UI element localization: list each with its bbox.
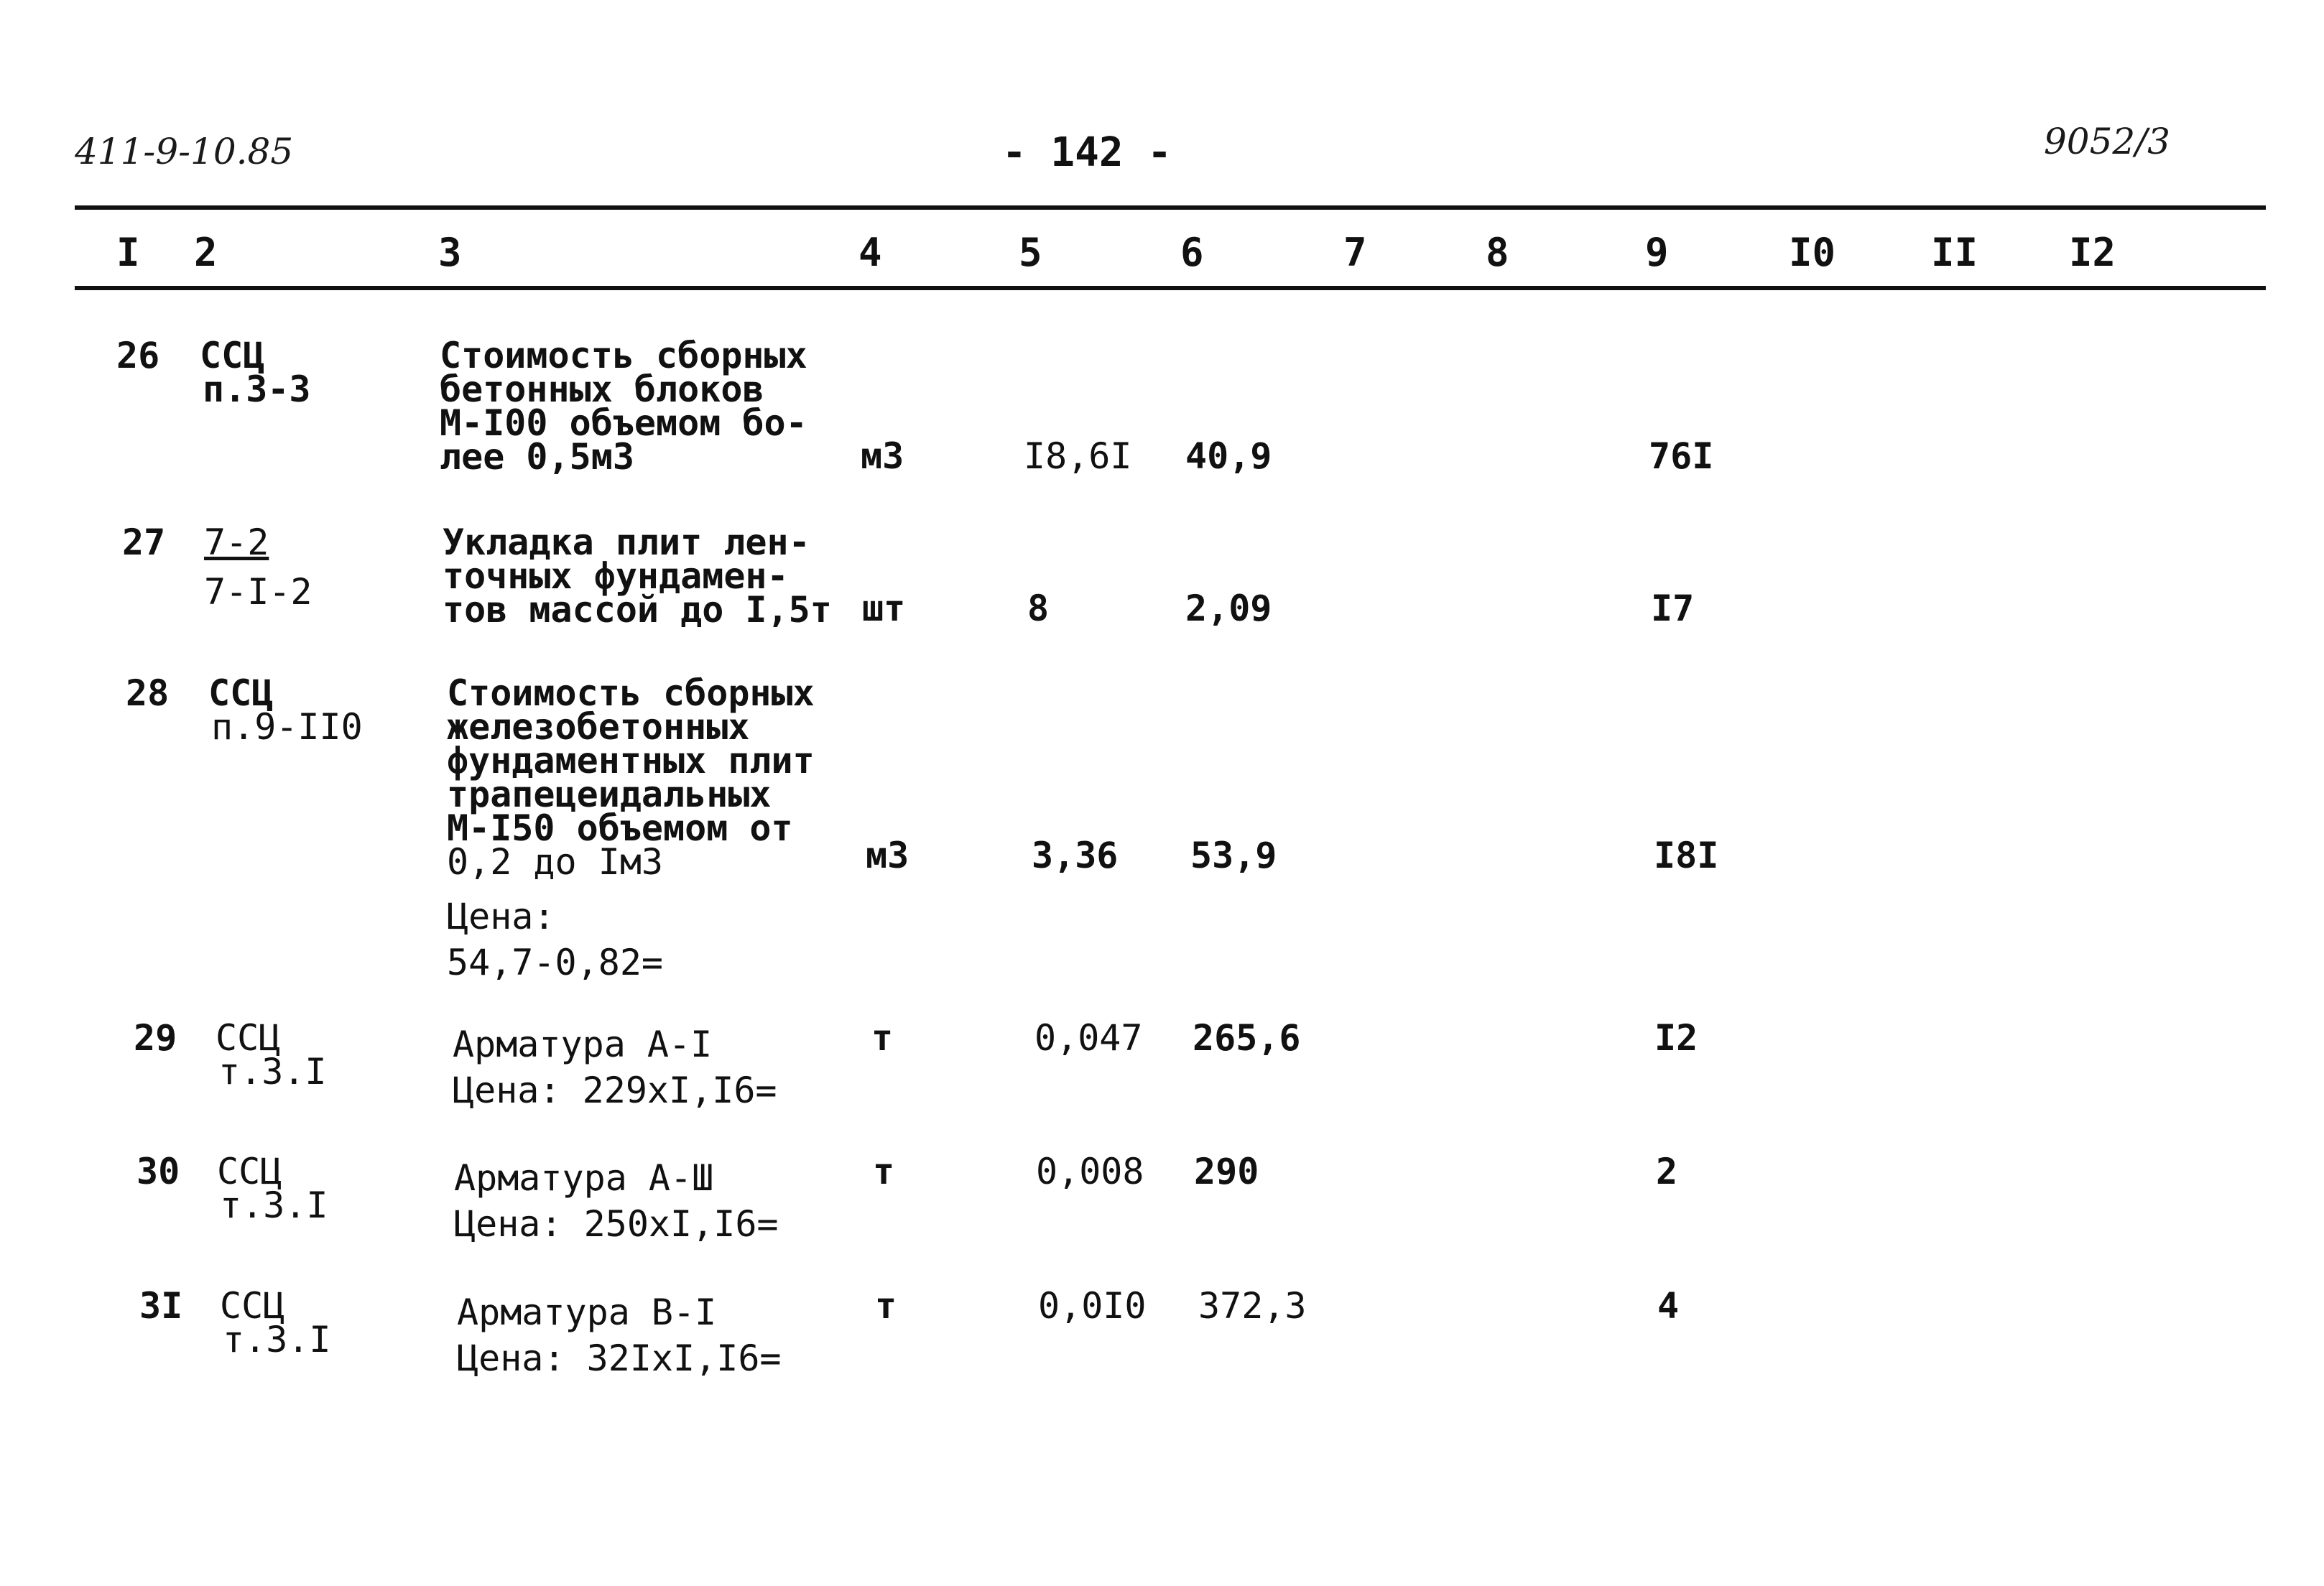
reference-line-2: п.9-II0 (211, 706, 363, 748)
description-line: трапецеидальных (447, 774, 772, 815)
reference-line-2: т.3.I (218, 1051, 327, 1093)
row-quantity: 0,008 (1036, 1151, 1144, 1192)
description-line: 0,2 до Iм3 (447, 841, 664, 883)
row-number: 30 (136, 1151, 180, 1192)
row-quantity: 3,36 (1032, 835, 1119, 876)
description-line: М-I00 объемом бо- (440, 402, 807, 444)
row-unit: т (875, 1285, 897, 1327)
description-line: Стоимость сборных (440, 335, 807, 376)
row-total: I8I (1654, 835, 1719, 876)
sheet-code: 9052/3 (2044, 121, 2170, 162)
description-line: бетонных блоков (440, 368, 764, 410)
column-header-7: 7 (1343, 230, 1367, 275)
description-line: точных фундамен- (443, 555, 789, 597)
row-unit-price: 53,9 (1190, 835, 1277, 876)
column-header-12: I2 (2069, 230, 2116, 275)
row-total: I7 (1651, 588, 1695, 629)
price-note-line: Цена: 229хI,I6= (453, 1070, 777, 1111)
row-quantity: 0,047 (1034, 1017, 1143, 1059)
row-unit-price: 290 (1194, 1151, 1259, 1192)
document-code: 411-9-10.85 (75, 131, 294, 172)
column-header-6: 6 (1180, 230, 1204, 275)
row-description (454, 1155, 779, 1247)
row-total: 2 (1656, 1151, 1678, 1192)
reference-line-1: 7-2 (204, 521, 269, 563)
reference-line-2: п.3-3 (203, 368, 311, 410)
reference-line-2: т.3.I (220, 1184, 328, 1226)
row-number: 26 (116, 335, 160, 376)
row-total: 4 (1657, 1285, 1680, 1327)
description-line: лее 0,5м3 (440, 436, 634, 478)
row-unit: т (873, 1151, 895, 1192)
row-unit-price: 40,9 (1185, 435, 1272, 477)
description-line: М-I50 объемом от (447, 807, 793, 849)
row-description (440, 335, 807, 478)
row-description (453, 1021, 777, 1113)
description-line: тов массой до I,5т (443, 589, 832, 631)
table-top-rule (75, 205, 2266, 210)
row-quantity: 8 (1027, 588, 1050, 629)
row-unit: м3 (866, 835, 909, 876)
row-reference (208, 672, 363, 748)
row-total: I2 (1654, 1017, 1698, 1059)
row-reference (204, 521, 313, 613)
reference-line-2: т.3.I (223, 1319, 331, 1360)
description-line: Арматура В-I (457, 1291, 717, 1333)
column-header-9: 9 (1645, 230, 1669, 275)
row-number: 3I (139, 1285, 183, 1327)
reference-line-2: 7-I-2 (204, 571, 313, 613)
column-header-1: I (116, 230, 140, 275)
price-note-line: Цена: 250хI,I6= (454, 1203, 779, 1245)
description-line: железобетонных (447, 706, 750, 748)
table-header-rule (75, 286, 2266, 290)
description-line: Стоимость сборных (447, 672, 815, 714)
page-number: - 142 - (1002, 129, 1172, 176)
row-unit-price: 372,3 (1198, 1285, 1307, 1327)
row-reference (220, 1285, 331, 1360)
column-header-8: 8 (1486, 230, 1509, 275)
description-line: Арматура А-I (453, 1024, 713, 1065)
price-note-line: 54,7-0,82= (447, 942, 664, 983)
reference-line-1: ССЦ (208, 672, 274, 714)
price-note-line: Цена: (447, 896, 555, 937)
column-header-11: II (1931, 230, 1978, 275)
price-note-line: Цена: 32IхI,I6= (457, 1337, 782, 1379)
row-reference (200, 335, 311, 410)
row-unit-price: 2,09 (1185, 588, 1272, 629)
reference-line-1: ССЦ (217, 1151, 282, 1192)
row-number: 29 (134, 1017, 177, 1059)
row-unit: шт (862, 588, 906, 629)
row-unit-price: 265,6 (1193, 1017, 1301, 1059)
column-header-4: 4 (858, 230, 882, 275)
row-total: 76I (1649, 435, 1714, 477)
row-unit: м3 (861, 435, 904, 477)
row-description (447, 672, 815, 986)
description-line: Укладка плит лен- (443, 521, 810, 563)
column-header-5: 5 (1019, 230, 1042, 275)
row-number: 28 (126, 672, 170, 714)
row-quantity: I8,6I (1024, 435, 1132, 477)
reference-line-1: ССЦ (216, 1017, 281, 1059)
row-number: 27 (122, 521, 166, 563)
description-line: Арматура А-Ш (454, 1157, 714, 1199)
row-description (443, 521, 832, 631)
row-reference (216, 1017, 327, 1093)
column-header-10: I0 (1789, 230, 1836, 275)
reference-line-1: ССЦ (220, 1285, 285, 1327)
description-line: фундаментных плит (447, 740, 815, 782)
row-unit: т (871, 1017, 894, 1059)
row-description (457, 1289, 782, 1381)
reference-line-1: ССЦ (200, 335, 265, 376)
column-header-2: 2 (194, 230, 218, 275)
row-reference (217, 1151, 328, 1226)
column-header-3: 3 (438, 230, 462, 275)
row-quantity: 0,0I0 (1038, 1285, 1147, 1327)
